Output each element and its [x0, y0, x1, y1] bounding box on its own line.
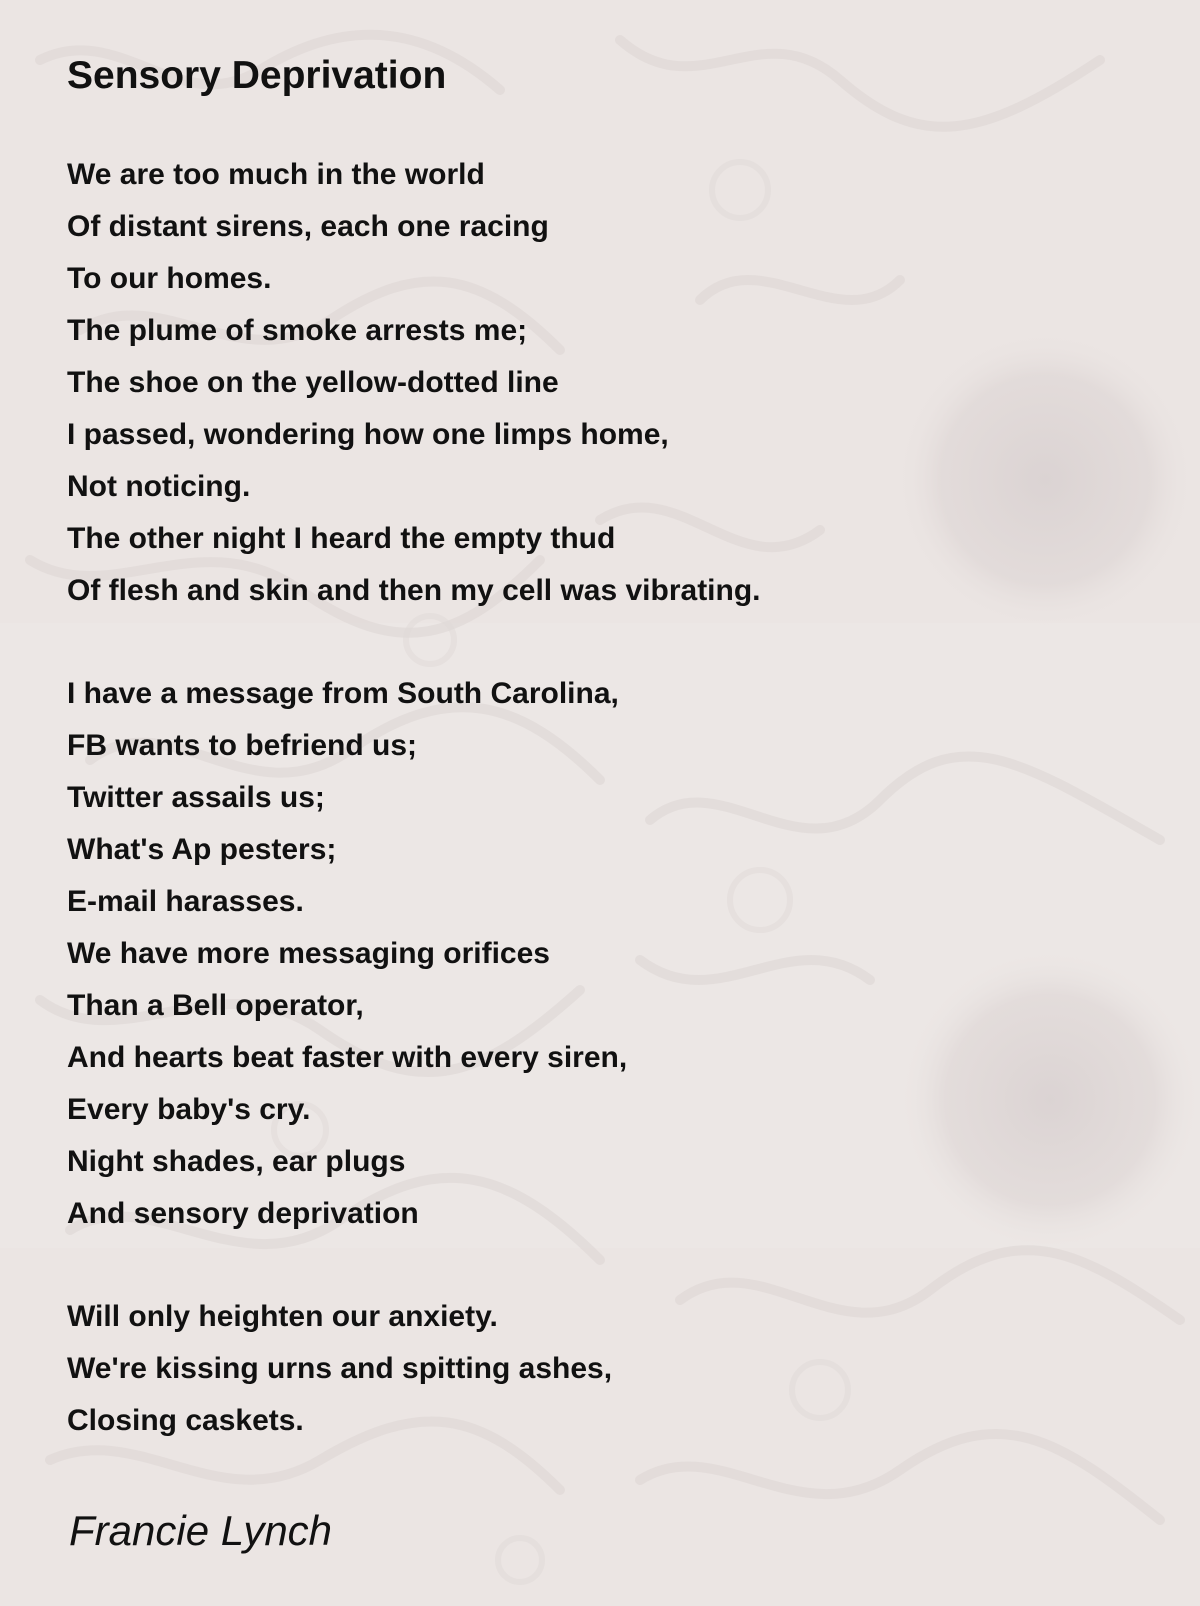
poem-line: And hearts beat faster with every siren,: [67, 1041, 628, 1074]
poem-line: FB wants to befriend us;: [67, 729, 418, 762]
stain-upper: [895, 330, 1195, 630]
poem-line: And sensory deprivation: [67, 1197, 419, 1230]
poem-line: Not noticing.: [67, 470, 251, 503]
poem-line: I have a message from South Carolina,: [67, 677, 619, 710]
poem-line: To our homes.: [67, 262, 272, 295]
poem-line: E-mail harasses.: [67, 885, 304, 918]
stain-lower: [900, 950, 1200, 1250]
poem-line: Every baby's cry.: [67, 1093, 311, 1126]
poem-line: Will only heighten our anxiety.: [67, 1300, 498, 1333]
poem-line: We are too much in the world: [67, 158, 485, 191]
poem-line: The shoe on the yellow-dotted line: [67, 366, 559, 399]
stanza-3: [67, 1291, 612, 1447]
poem-line: I passed, wondering how one limps home,: [67, 418, 669, 451]
poem-line: Closing caskets.: [67, 1404, 304, 1437]
poem-line: We have more messaging orifices: [67, 937, 550, 970]
stanza-1: [67, 149, 761, 617]
poem-title: Sensory Deprivation: [67, 54, 447, 97]
poem-line: Twitter assails us;: [67, 781, 325, 814]
poem-line: The other night I heard the empty thud: [67, 522, 616, 555]
poem-author: Francie Lynch: [69, 1507, 333, 1554]
poem-line: What's Ap pesters;: [67, 833, 337, 866]
poem-line: Night shades, ear plugs: [67, 1145, 406, 1178]
poem-line: We're kissing urns and spitting ashes,: [67, 1352, 613, 1385]
poem-line: Than a Bell operator,: [67, 989, 364, 1022]
stanza-2: [67, 668, 627, 1240]
poem-line: The plume of smoke arrests me;: [67, 314, 528, 347]
poem-line: Of flesh and skin and then my cell was vibrating.: [67, 574, 761, 607]
poem-line: Of distant sirens, each one racing: [67, 210, 549, 243]
